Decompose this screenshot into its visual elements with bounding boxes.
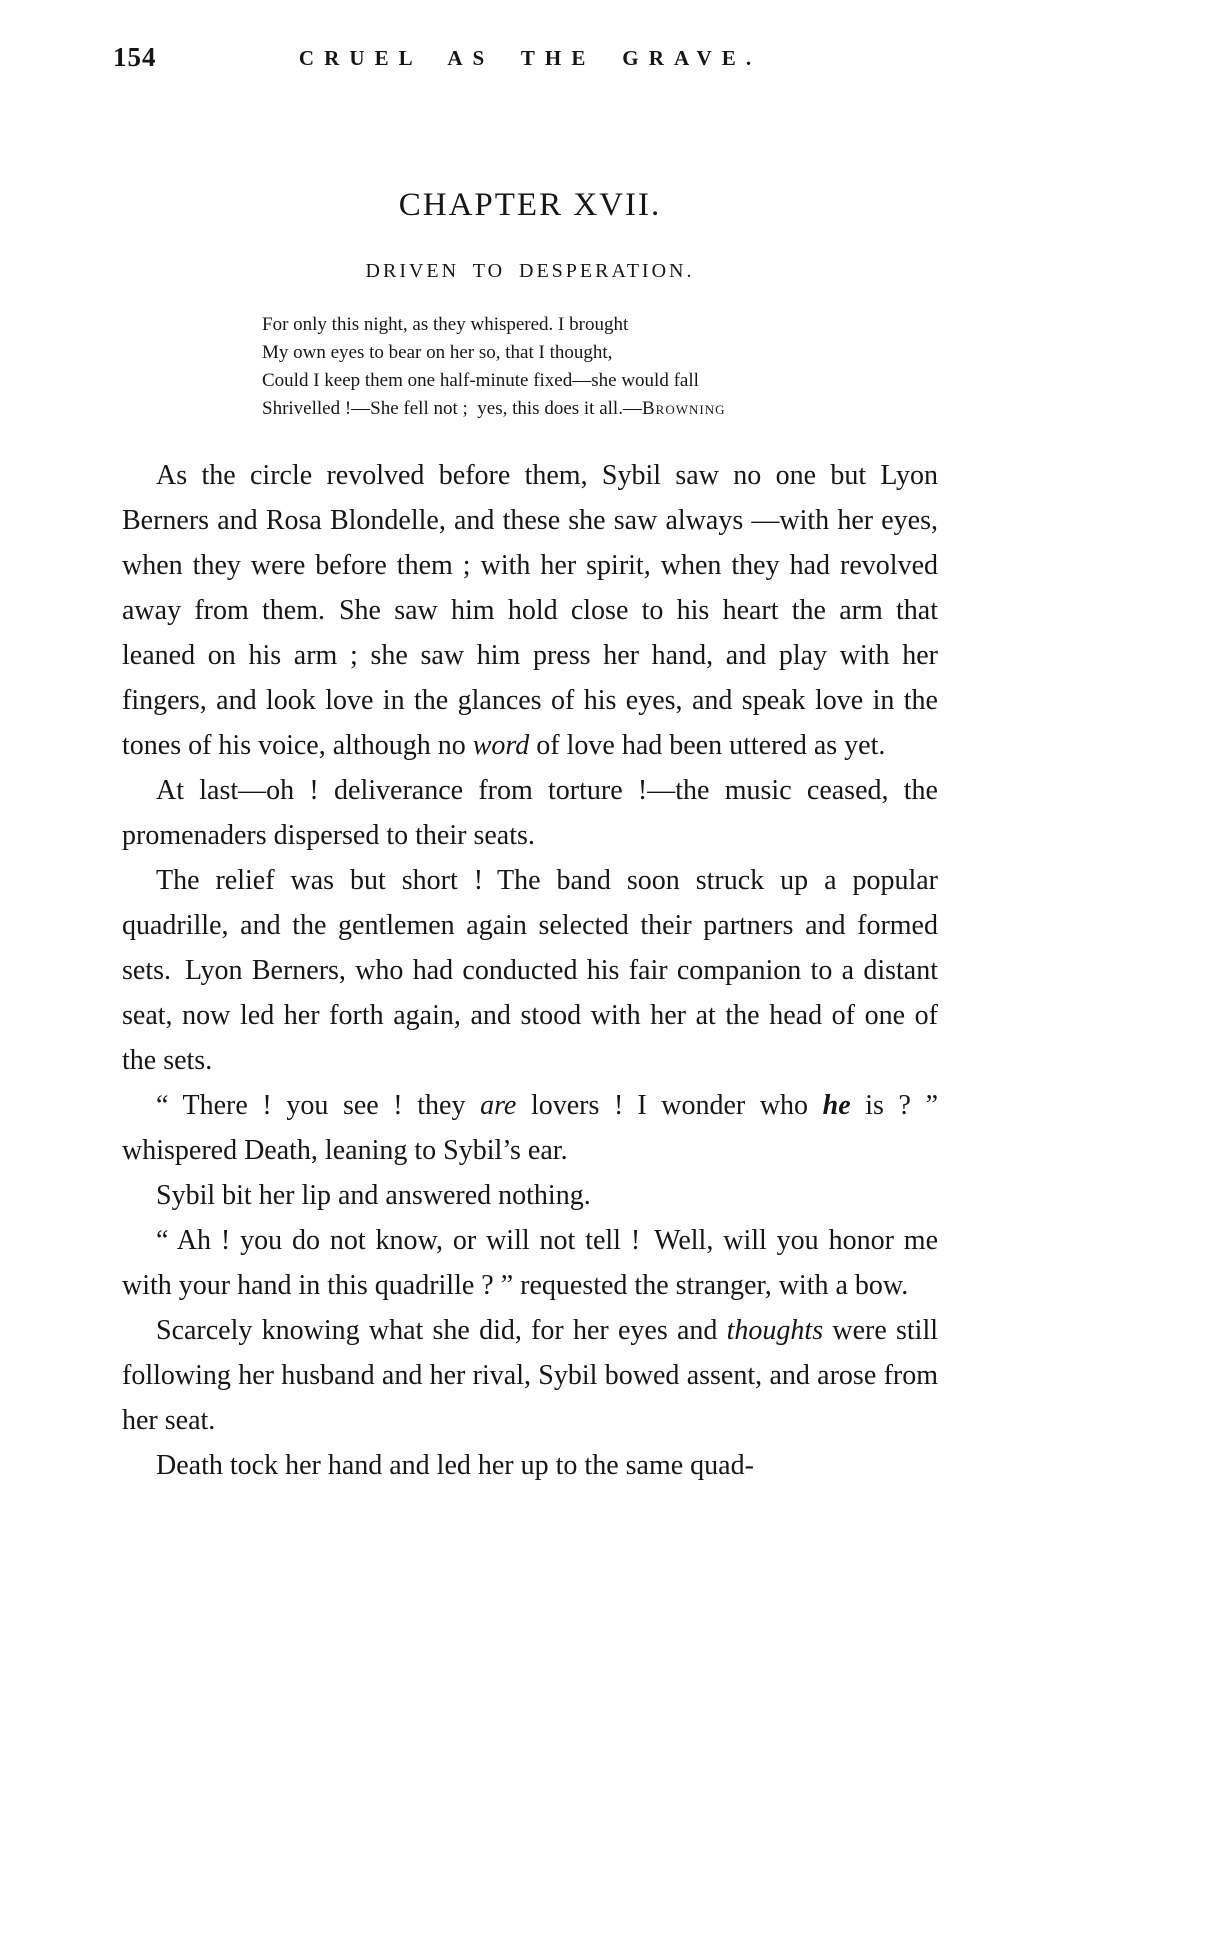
epigraph-attribution: Browning [641,398,726,419]
emphasis-word: thoughts [726,1315,824,1346]
paragraph-1 [122,453,938,768]
emphasis-word: word [472,730,530,761]
page-number: 154 [113,42,157,72]
epigraph-line [262,395,938,423]
paragraph-7 [122,1308,938,1443]
epigraph [262,311,938,423]
running-title: CRUEL AS THE GRAVE. [298,46,762,70]
emphasis-word: he [822,1090,851,1121]
paragraph-text: Scarcely knowing what she did, for her eyes and [156,1315,727,1346]
epigraph-line: For only this night, as they whispered. I brought [262,314,629,335]
paragraph-8: Death tock her hand and led her up to the same quad- [156,1450,754,1481]
chapter-heading: CHAPTER XVII. [398,187,662,223]
chapter-subtitle: DRIVEN TO DESPERATION. [365,260,695,282]
paragraph-6: “ Ah ! you do not know, or will not tell ! Well, will you honor me with your hand in this quadrille ? ” requested the stranger, with a bow. [122,1225,938,1301]
paragraph-4 [122,1083,938,1173]
emphasis-word: are [480,1090,517,1121]
paragraph-5: Sybil bit her lip and answered nothing. [156,1180,591,1211]
page-content [122,175,938,1488]
paragraph-text: lovers ! I wonder who [516,1090,823,1121]
paragraph-2: At last—oh ! deliverance from torture !—the music ceased, the promenaders dispersed to their seats. [122,775,938,851]
paragraph-text: As the circle revolved before them, Sybil saw no one but Lyon Berners and Rosa Blondelle, and these she saw always —with her eyes, when they were before them ; with her spirit, when they had revolved away from them. She saw him hold close to his heart the arm that leaned on his arm ; she saw him press her hand, and play with her fingers, and look love in the glances of his eyes, and speak love in the tones of his voice, although no [122,460,938,761]
epigraph-line-text: Shrivelled !—She fell not ; yes, this does it all.— [262,398,642,419]
body-text [122,453,938,1488]
paragraph-text: were still following her husband and her rival, Sybil bowed assent, and arose from her seat. [122,1315,938,1436]
paragraph-3: The relief was but short ! The band soon struck up a popular quadrille, and the gentlemen again selected their partners and formed sets. Lyon Berners, who had conducted his fair companion to a distant seat, now led her forth again, and stood with her at the head of one of the sets. [122,865,938,1076]
paragraph-text: is ? ” whispered Death, leaning to Sybil’s ear. [122,1090,939,1166]
paragraph-text: “ There ! you see ! they [156,1090,481,1121]
epigraph-line: My own eyes to bear on her so, that I thought, [262,342,613,363]
epigraph-line: Could I keep them one half-minute fixed—she would fall [262,370,699,391]
paragraph-text: of love had been uttered as yet. [529,730,886,761]
